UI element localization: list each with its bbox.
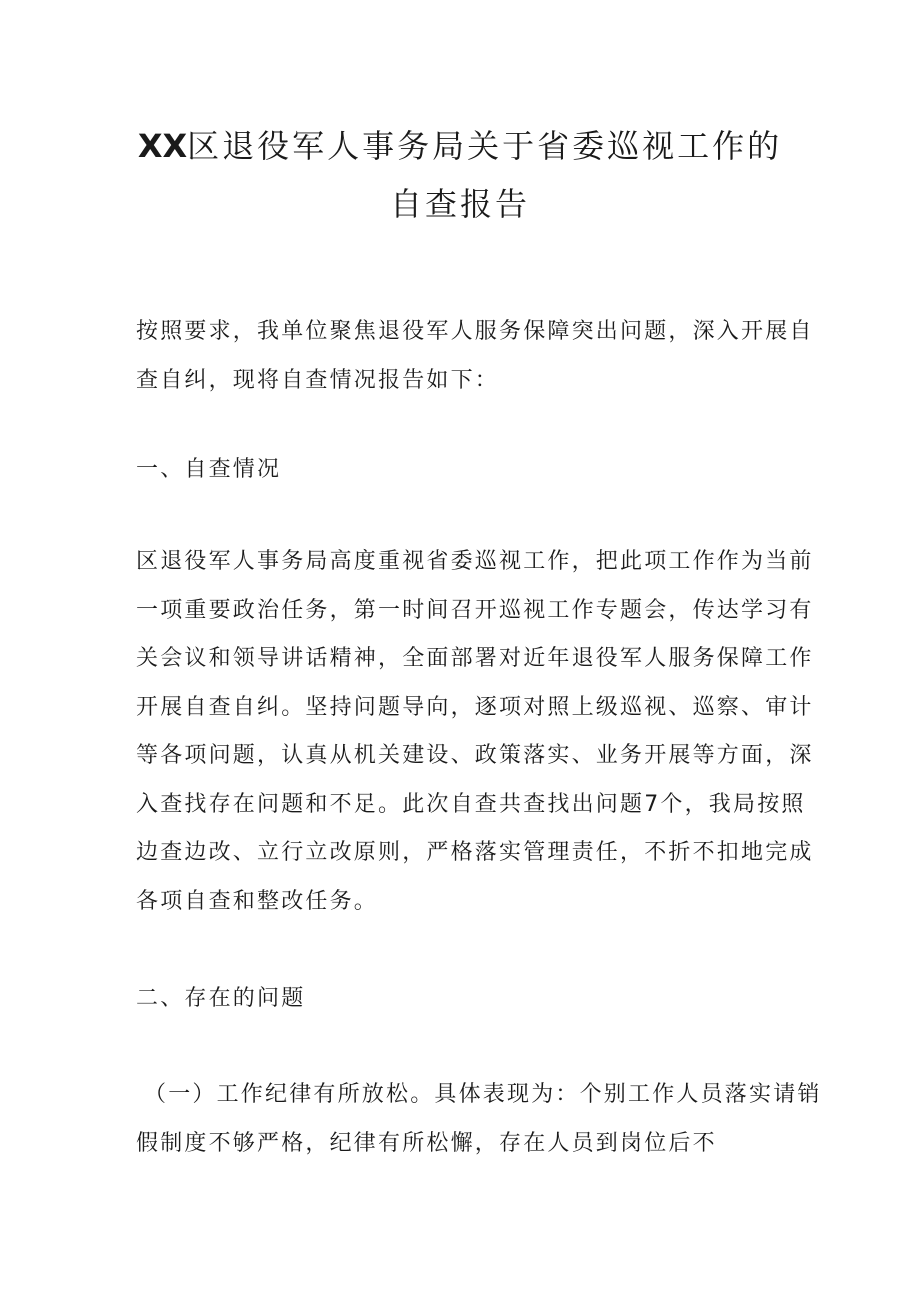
paragraph-line: 各项自查和整改任务。 xyxy=(136,888,379,914)
title-text: 区退役军人事务局关于省委巡视工作的 xyxy=(187,127,783,165)
paragraph-line: 等各项问题，认真从机关建设、政策落实、业务开展等方面，深 xyxy=(136,743,814,768)
paragraph-line: 开展自查自纠。坚持问题导向，逐项对照上级巡视、巡察、审计 xyxy=(136,694,814,720)
paragraph-line: （一）工作纪律有所放松。具体表现为：个别工作人员落实请销 xyxy=(144,1082,822,1107)
paragraph-line: 假制度不够严格，纪律有所松懈，存在人员到岗位后不 xyxy=(136,1130,717,1156)
intro-line: 按照要求，我单位聚焦退役军人服务保障突出问题，深入开展自 xyxy=(136,319,814,344)
paragraph-line: 入查找存在问题和不足。此次自查共查找出问题7个，我局按照 xyxy=(136,791,806,817)
intro-line: 查自纠，现将自查情况报告如下： xyxy=(136,367,500,393)
paragraph-line: 边查边改、立行立改原则，严格落实管理责任，不折不扣地完成 xyxy=(136,840,814,865)
intro-paragraph xyxy=(136,308,814,405)
document-title-line-2: 自查报告 xyxy=(389,185,530,223)
paragraph-line: 区退役军人事务局高度重视省委巡视工作，把此项工作作为当前 xyxy=(136,549,814,574)
paragraph-line: 关会议和领导讲话精神，全面部署对近年退役军人服务保障工作 xyxy=(136,646,814,671)
section-1-paragraph xyxy=(136,538,814,926)
section-2-item-1 xyxy=(136,1071,822,1168)
title-prefix: XX xyxy=(137,127,188,165)
paragraph-line: 一项重要政治任务，第一时间召开巡视工作专题会，传达学习有 xyxy=(136,597,814,623)
document-title-line-1 xyxy=(0,126,920,166)
section-2-heading: 二、存在的问题 xyxy=(136,986,306,1011)
section-1-heading: 一、自查情况 xyxy=(136,457,282,482)
